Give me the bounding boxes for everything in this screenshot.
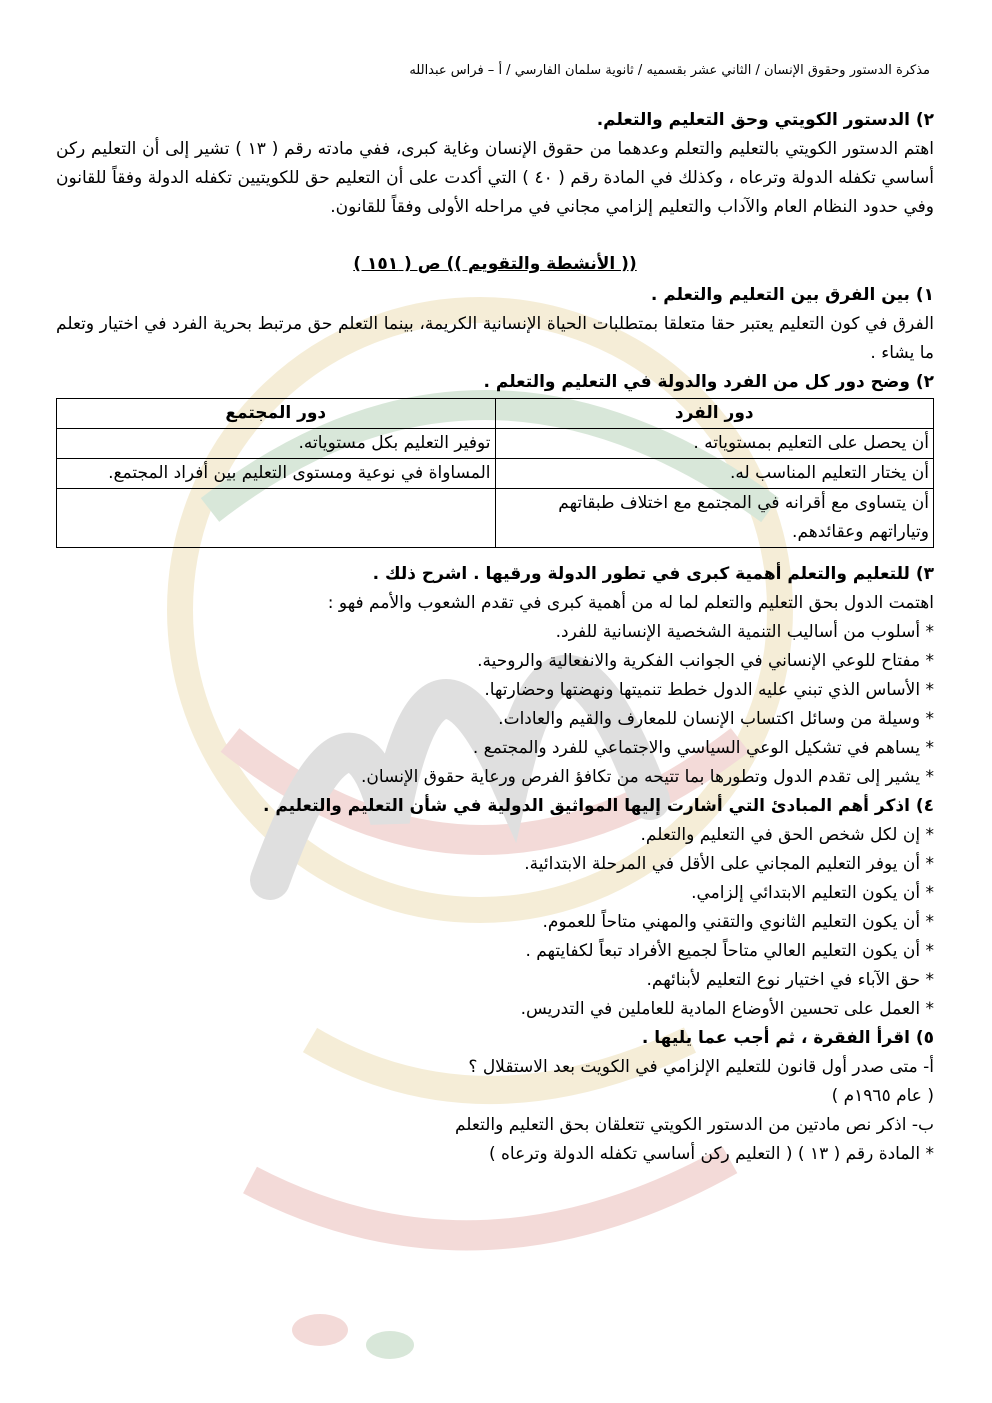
roles-table xyxy=(56,398,934,548)
q3-intro: اهتمت الدول بحق التعليم والتعلم لما له من أهمية كبرى في تقدم الشعوب والأمم فهو : xyxy=(327,593,934,613)
table-cell: المساواة في نوعية ومستوى التعليم بين أفراد المجتمع. xyxy=(57,459,496,489)
page-header: مذكرة الدستور وحقوق الإنسان / الثاني عشر بقسميه / ثانوية سلمان الفارسي / أ – فراس عبدالله xyxy=(409,63,930,78)
list-item: * أن يكون التعليم الابتدائي إلزامي. xyxy=(691,883,934,903)
list-item: * يساهم في تشكيل الوعي السياسي والاجتماعي للفرد والمجتمع . xyxy=(472,738,934,758)
table-row xyxy=(57,489,934,548)
table-header-row xyxy=(57,399,934,429)
table-row xyxy=(57,459,934,489)
table-cell: أن يحصل على التعليم بمستوياته . xyxy=(495,429,934,459)
document-body xyxy=(56,106,934,1169)
list-item: * العمل على تحسين الأوضاع المادية للعاملين في التدريس. xyxy=(520,999,934,1019)
q5-b-answer: * المادة رقم ( ١٣ ) ( التعليم ركن أساسي تكفله الدولة وترعاه ) xyxy=(488,1144,934,1164)
table-cell: أن يختار التعليم المناسب له. xyxy=(495,459,934,489)
section-paragraph: اهتم الدستور الكويتي بالتعليم والتعلم وعدهما من حقوق الإنسان وغاية كبرى، ففي مادته رقم ( ١٣ ) تشير إلى أن التعليم ركن أساسي تكفله الدولة وترعاه ، وكذلك في المادة رقم ( ٤٠ ) التي أكدت على أن التعليم حق للكويتيين تكفله الدولة وفقاً للقانون وفي حدود النظام العام والآداب والتعليم إلزامي مجاني في مراحله الأولى وفقاً للقانون. xyxy=(56,139,934,217)
list-item: * أن يكون التعليم الثانوي والتقني والمهني متاحاً للعموم. xyxy=(542,912,934,932)
list-item: * أن يوفر التعليم المجاني على الأقل في المرحلة الابتدائية. xyxy=(524,854,934,874)
table-cell xyxy=(57,489,496,548)
table-header-society: دور المجتمع xyxy=(57,399,496,429)
q5-a-answer: ( عام ١٩٦٥م ) xyxy=(831,1086,934,1106)
q5-title: ٥) اقرأ الفقرة ، ثم أجب عما يليها . xyxy=(641,1028,934,1048)
q1-title: ١) بين الفرق بين التعليم والتعلم . xyxy=(650,285,934,305)
q2-title: ٢) وضح دور كل من الفرد والدولة في التعليم والتعلم . xyxy=(483,372,934,392)
list-item: * أسلوب من أساليب التنمية الشخصية الإنسانية للفرد. xyxy=(555,622,934,642)
q5-b-question: ب- اذكر نص مادتين من الدستور الكويتي تتعلقان بحق التعليم والتعلم xyxy=(454,1115,934,1135)
list-item: * حق الآباء في اختيار نوع التعليم لأبنائهم. xyxy=(646,970,934,990)
list-item: * الأساس الذي تبني عليه الدول خطط تنميتها ونهضتها وحضارتها. xyxy=(484,680,934,700)
table-row xyxy=(57,429,934,459)
list-item: * أن يكون التعليم العالي متاحاً لجميع الأفراد تبعاً لكفايتهم . xyxy=(525,941,934,961)
list-item: * مفتاح للوعي الإنساني في الجوانب الفكرية والانفعالية والروحية. xyxy=(477,651,934,671)
table-cell: أن يتساوى مع أقرانه في المجتمع مع اختلاف طبقاتهم وتياراتهم وعقائدهم. xyxy=(495,489,934,548)
activities-title: (( الأنشطة والتقويم )) ص ( ١٥١ ) xyxy=(353,254,637,274)
q5-a-question: أ- متى صدر أول قانون للتعليم الإلزامي في الكويت بعد الاستقلال ؟ xyxy=(468,1057,934,1077)
q3-title: ٣) للتعليم والتعلم أهمية كبرى في تطور الدولة ورقيها . اشرح ذلك . xyxy=(372,564,934,584)
list-item: * إن لكل شخص الحق في التعليم والتعلم. xyxy=(640,825,934,845)
section-title: ٢) الدستور الكويتي وحق التعليم والتعلم. xyxy=(596,110,934,130)
table-header-individual: دور الفرد xyxy=(495,399,934,429)
table-cell: توفير التعليم بكل مستوياته. xyxy=(57,429,496,459)
list-item: * يشير إلى تقدم الدول وتطورها بما تتيحه من تكافؤ الفرص ورعاية حقوق الإنسان. xyxy=(361,767,934,787)
list-item: * وسيلة من وسائل اكتساب الإنسان للمعارف والقيم والعادات. xyxy=(498,709,934,729)
q4-title: ٤) اذكر أهم المبادئ التي أشارت إليها المواثيق الدولية في شأن التعليم والتعليم . xyxy=(262,796,934,816)
q1-answer: الفرق في كون التعليم يعتبر حقا متعلقا بمتطلبات الحياة الإنسانية الكريمة، بينما التعلم حق مرتبط بحرية الفرد في اختيار وتعلم ما يشاء . xyxy=(56,314,934,363)
